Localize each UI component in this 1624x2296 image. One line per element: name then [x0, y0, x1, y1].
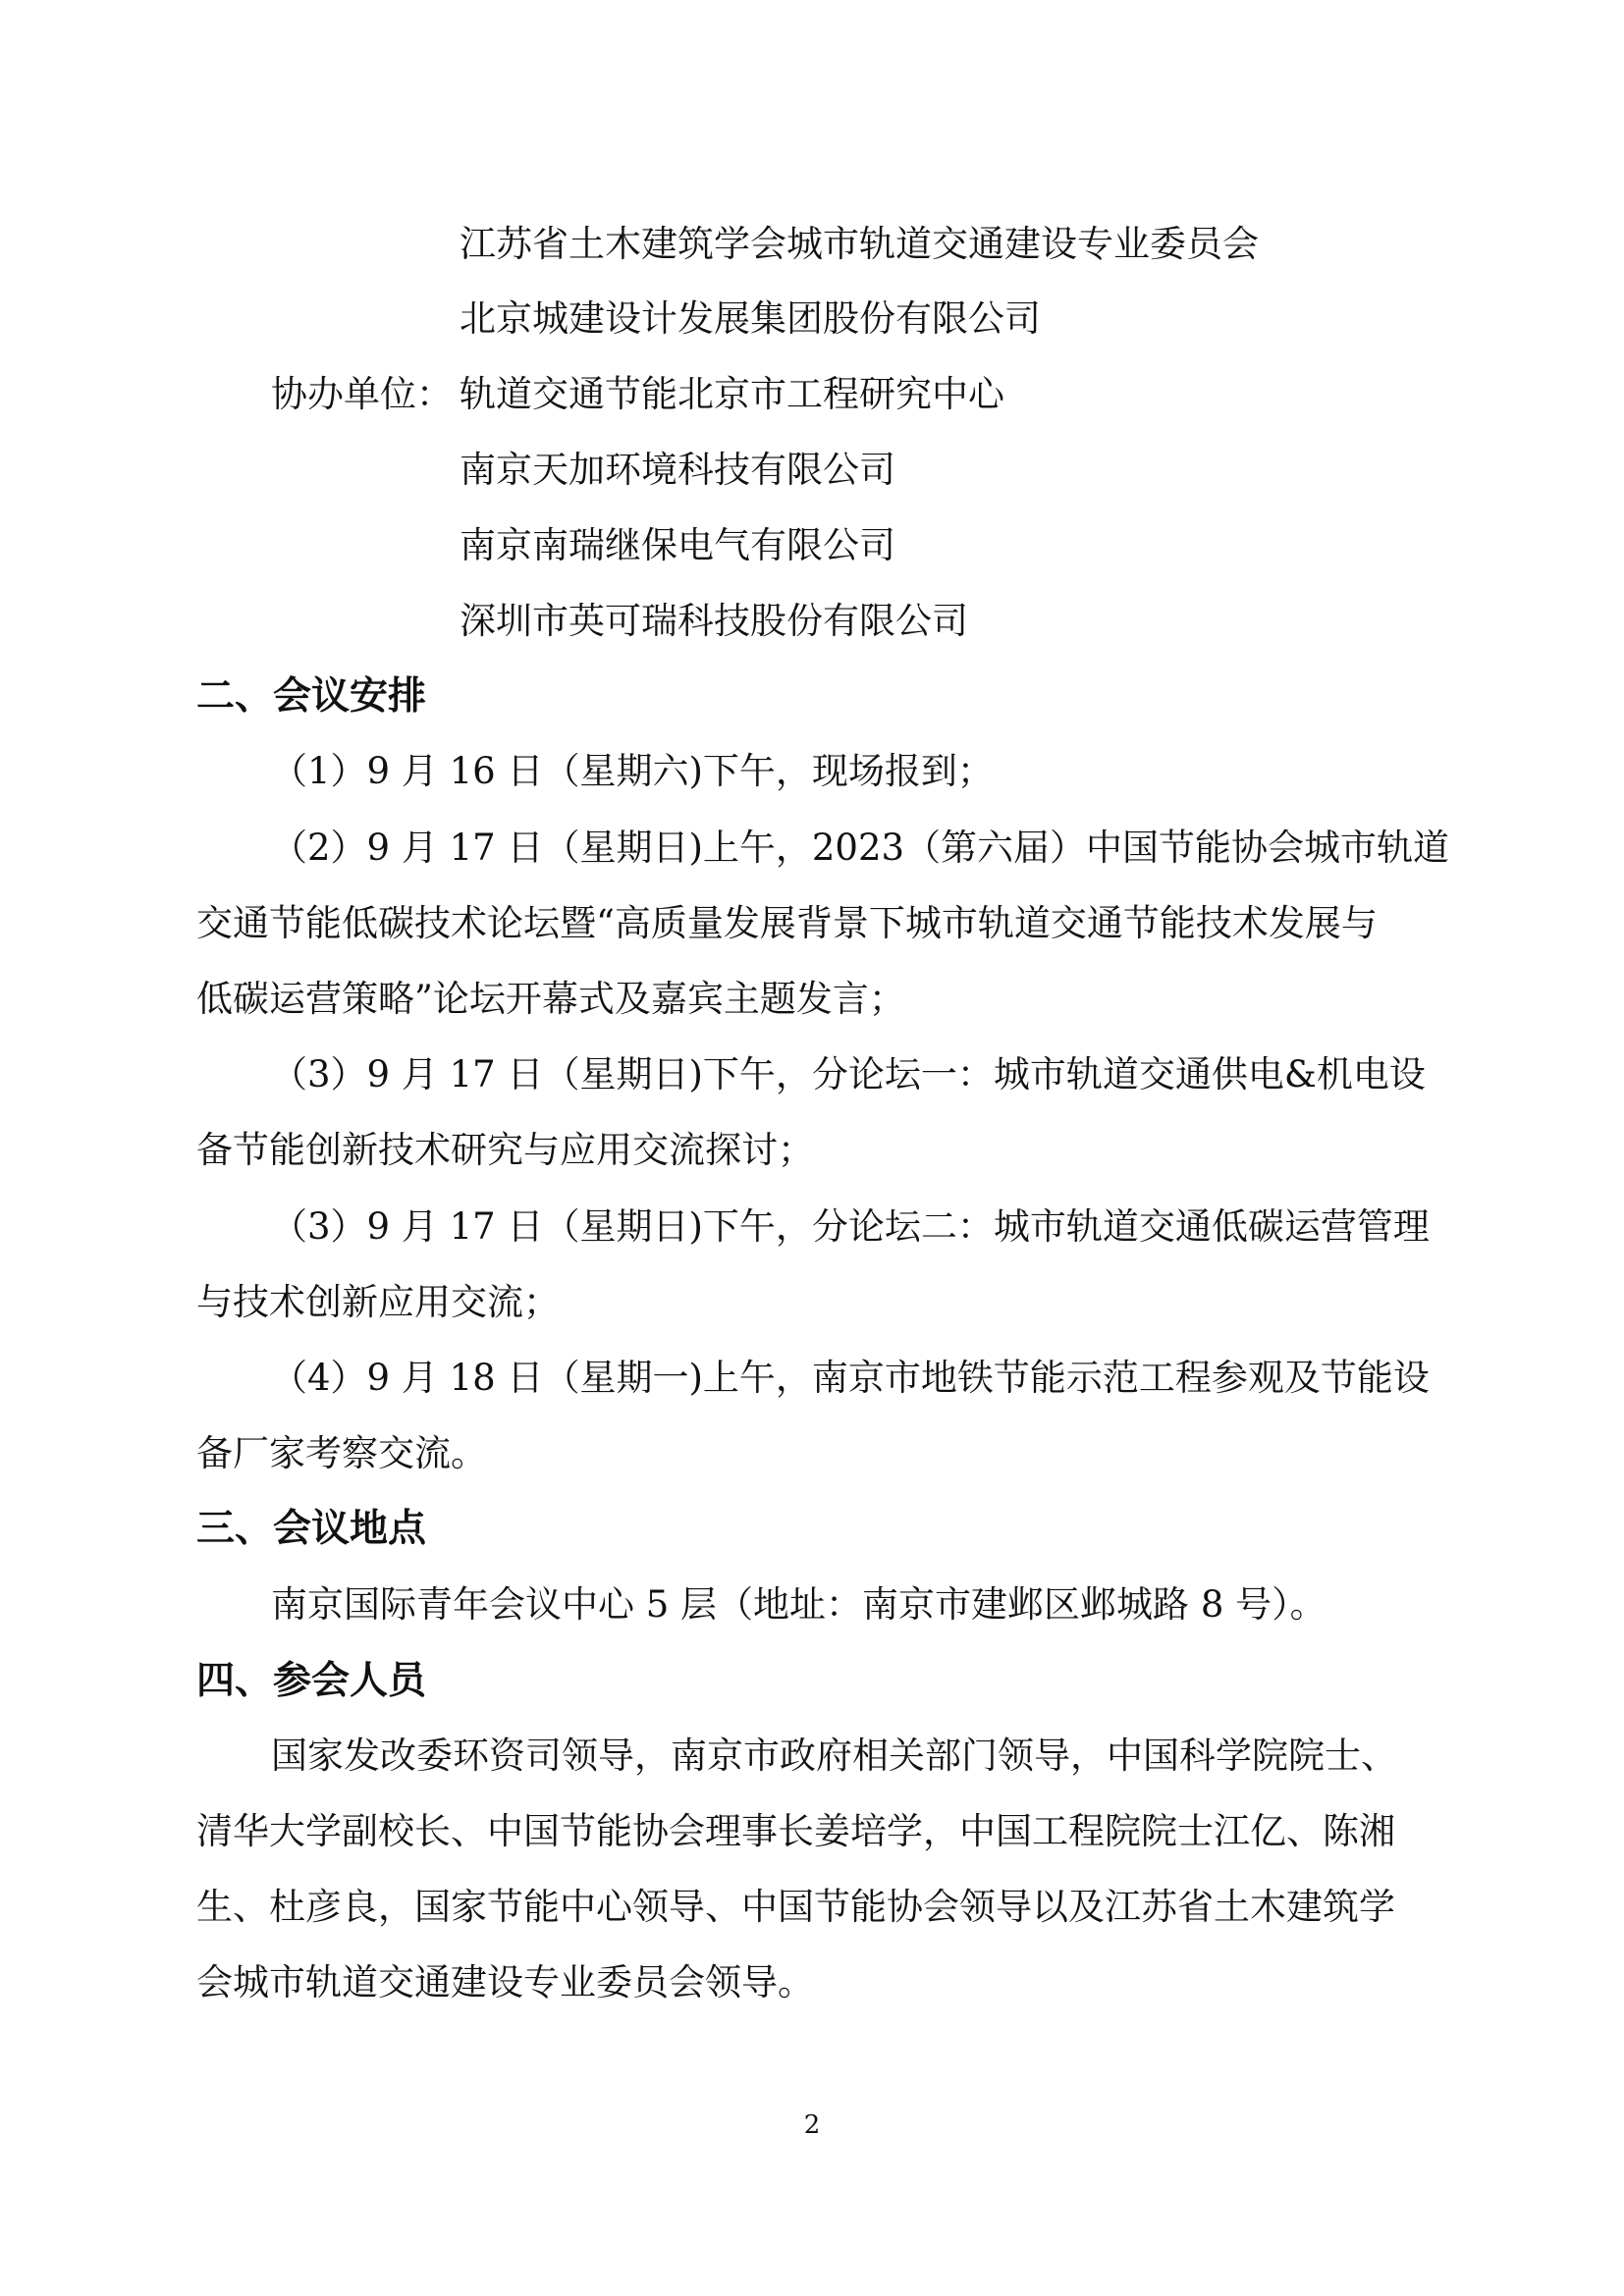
paragraph-line: 与技术创新应用交流； — [196, 1281, 560, 1323]
section-heading: 三、会议地点 — [196, 1507, 427, 1551]
paragraph-line: 会城市轨道交通建设专业委员会领导。 — [196, 1961, 814, 2003]
co-organizer-item: 南京天加环境科技有限公司 — [460, 449, 895, 491]
paragraph-line: 低碳运营策略”论坛开幕式及嘉宾主题发言； — [196, 978, 905, 1020]
co-organizer-label: 协办单位： — [271, 373, 453, 415]
paragraph-line: 备厂家考察交流。 — [196, 1432, 487, 1474]
section-heading: 二、会议安排 — [196, 674, 427, 719]
co-organizer-item: 深圳市英可瑞科技股份有限公司 — [460, 600, 968, 642]
paragraph-line: （2）9 月 17 日（星期日)上午，2023（第六届）中国节能协会城市轨道 — [271, 827, 1450, 869]
paragraph-line: 生、杜彦良，国家节能中心领导、中国节能协会领导以及江苏省土木建筑学 — [196, 1886, 1395, 1928]
paragraph-line: （1）9 月 16 日（星期六)下午，现场报到； — [271, 750, 994, 792]
paragraph-line: （3）9 月 17 日（星期日)下午，分论坛二：城市轨道交通低碳运营管理 — [271, 1205, 1430, 1248]
paragraph-line: 南京国际青年会议中心 5 层（地址：南京市建邺区邺城路 8 号）。 — [271, 1583, 1326, 1626]
co-organizer-item: 轨道交通节能北京市工程研究中心 — [460, 373, 1004, 415]
co-organizer-item: 南京南瑞继保电气有限公司 — [460, 524, 895, 566]
paragraph-line: 清华大学副校长、中国节能协会理事长姜培学，中国工程院院士江亿、陈湘 — [196, 1810, 1395, 1852]
paragraph-line: （3）9 月 17 日（星期日)下午，分论坛一：城市轨道交通供电&机电设 — [271, 1053, 1426, 1095]
paragraph-line: 交通节能低碳技术论坛暨“高质量发展背景下城市轨道交通节能技术发展与 — [196, 902, 1378, 944]
page-number: 2 — [803, 2110, 821, 2140]
paragraph-line: （4）9 月 18 日（星期一)上午，南京市地铁节能示范工程参观及节能设 — [271, 1357, 1430, 1399]
organizer-line: 北京城建设计发展集团股份有限公司 — [460, 297, 1041, 340]
organizer-line: 江苏省土木建筑学会城市轨道交通建设专业委员会 — [460, 223, 1259, 265]
section-heading: 四、参会人员 — [196, 1659, 427, 1703]
paragraph-line: 备节能创新技术研究与应用交流探讨； — [196, 1129, 814, 1171]
paragraph-line: 国家发改委环资司领导，南京市政府相关部门领导，中国科学院院士、 — [271, 1735, 1397, 1777]
